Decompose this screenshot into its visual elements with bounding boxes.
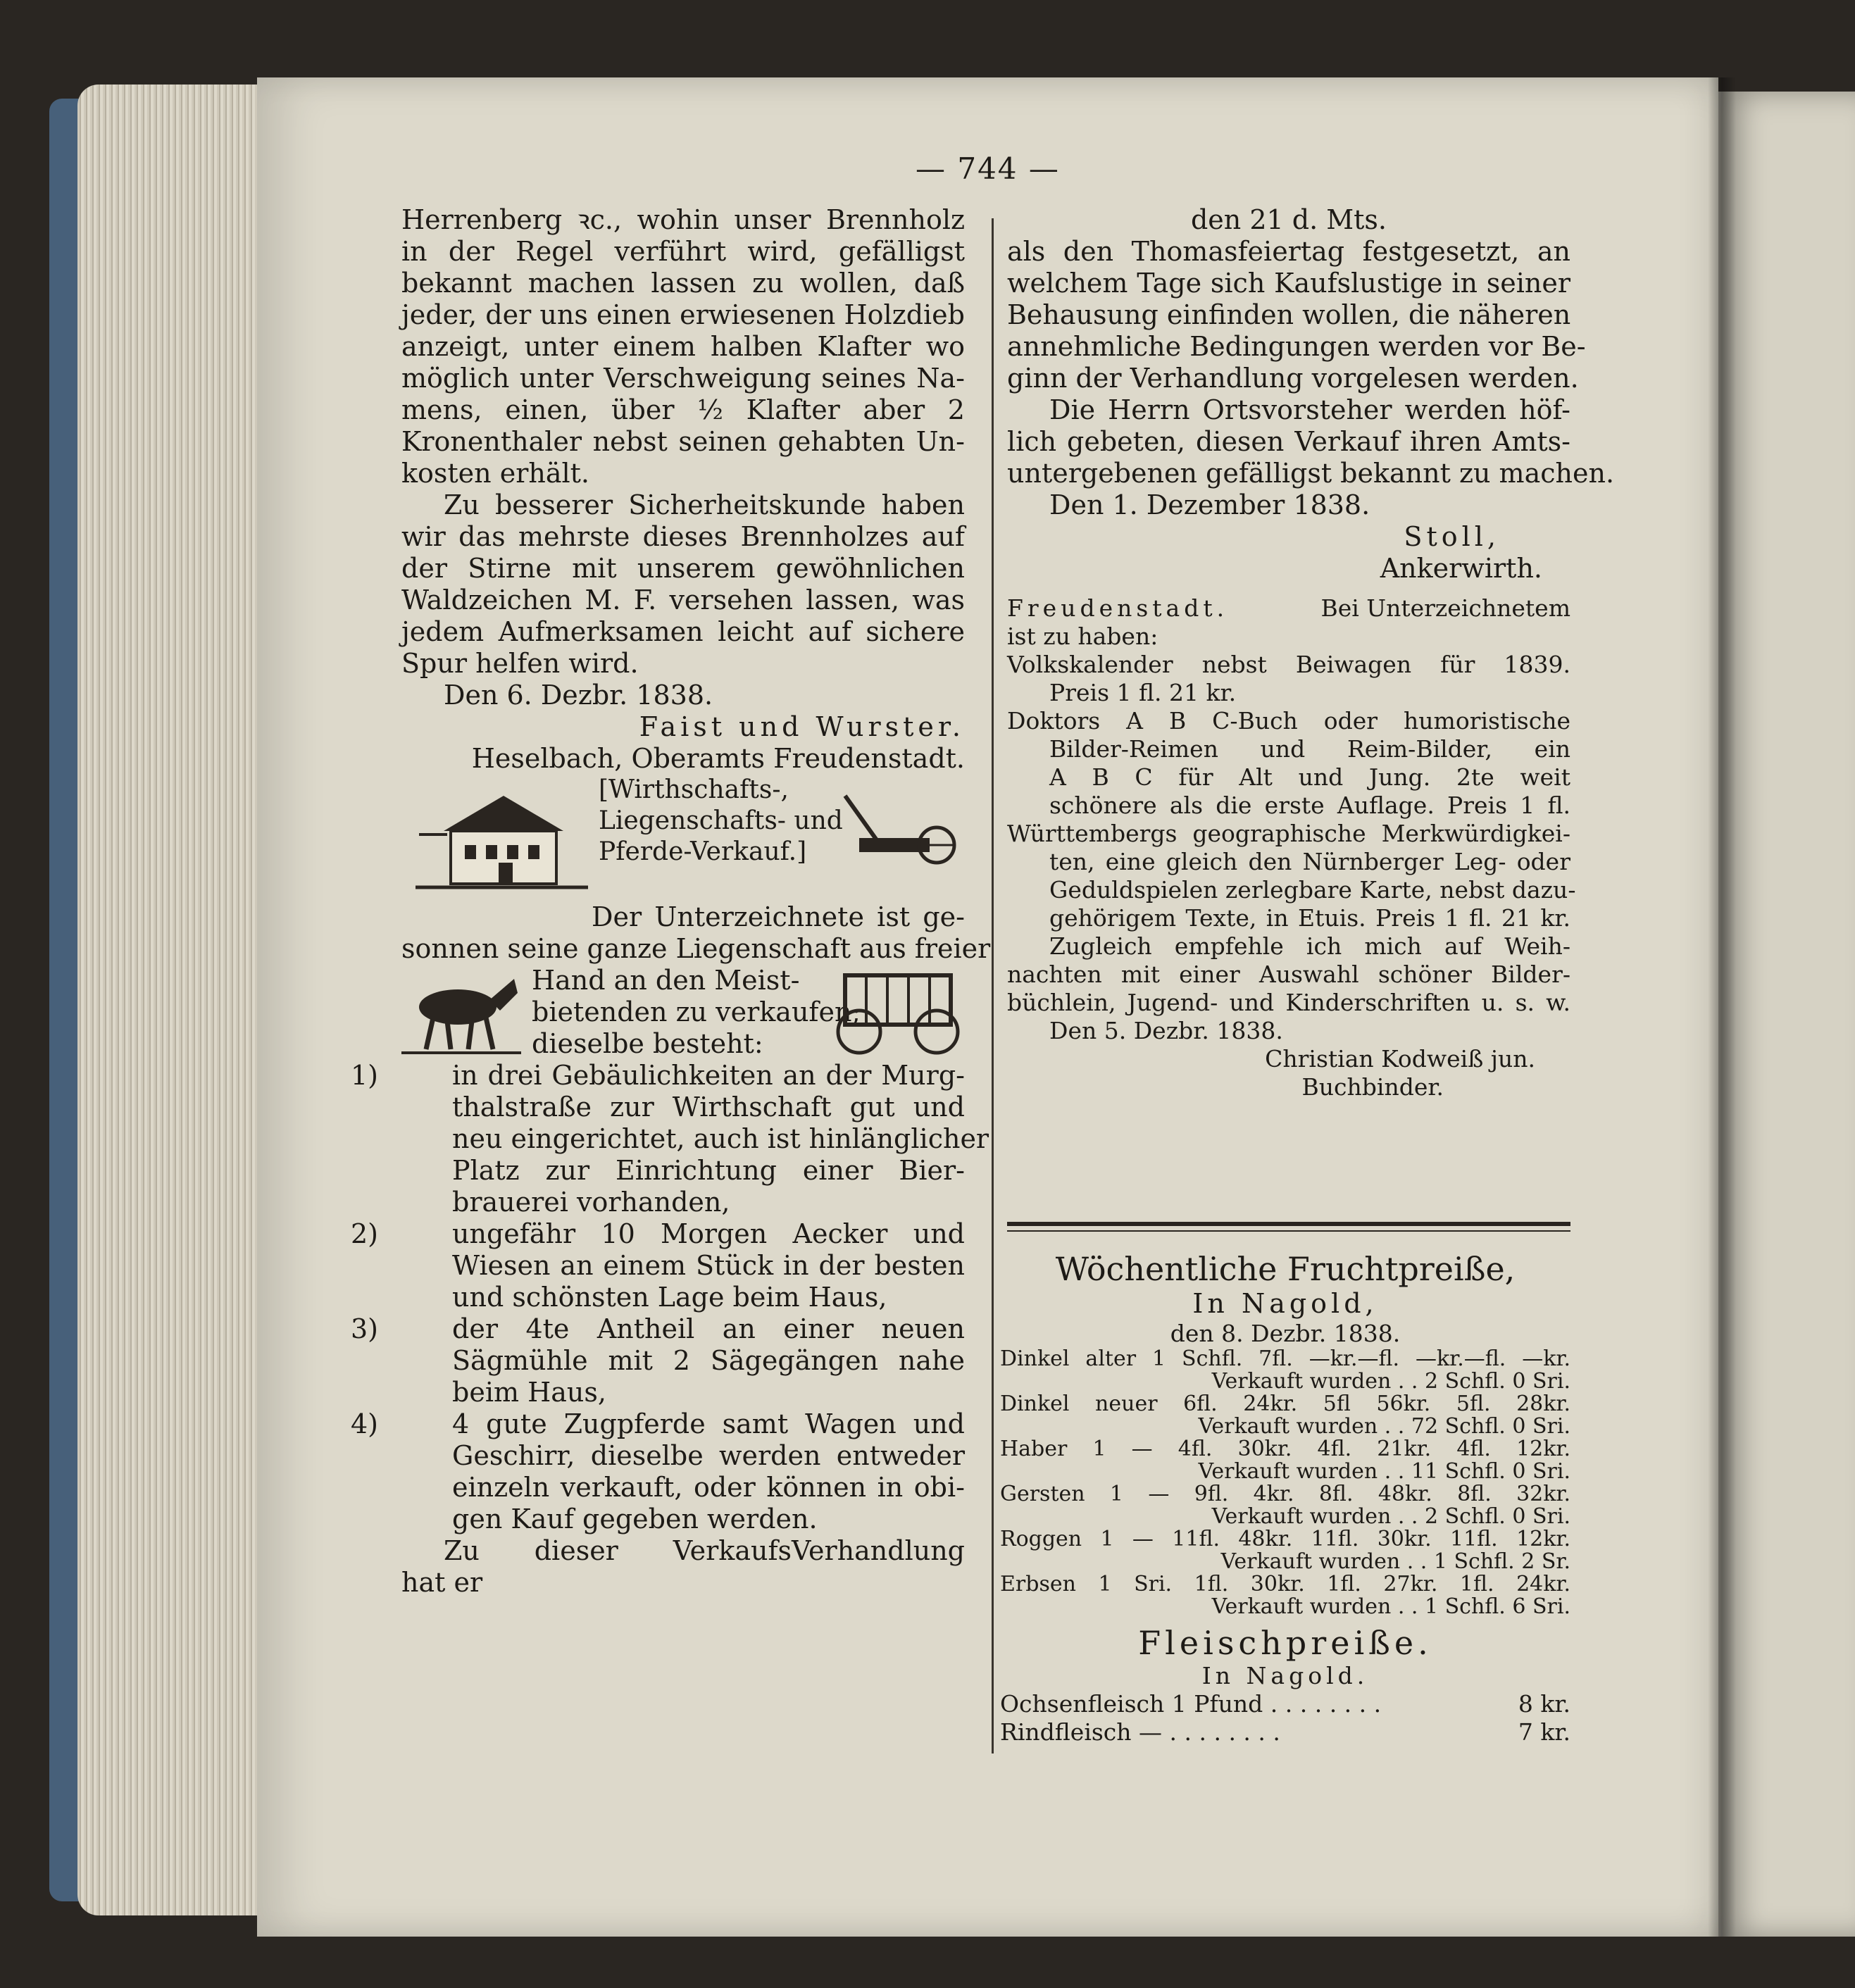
horse-woodcut-icon [401,965,521,1056]
text-line: Zugleich empfehle ich mich auf Weih- [1049,932,1570,960]
text-line: thalstraße zur Wirthschaft gut und [452,1092,965,1123]
text-line: den 21 d. Mts. [1190,204,1387,235]
text-line: hat er [401,1567,483,1598]
text-line: jeder, der uns einen erwiesenen Holzdieb [401,299,965,330]
item-number: 1) [351,1060,379,1091]
text-line: untergebenen gefälligst bekannt zu machen. [1007,458,1615,489]
text-line: neu eingerichtet, auch ist hinlänglicher [452,1123,989,1154]
list-item [351,1218,965,1313]
text-line: beim Haus, [452,1377,606,1408]
text-line: sonnen seine ganze Liegenschaft aus freier [401,933,991,964]
text-line: einzeln verkauft, oder können in obi- [452,1472,965,1503]
text-line: Behausung einfinden wollen, die näheren [1007,299,1571,330]
text-line: Doktors A B C-Buch oder humoristische [1007,707,1570,734]
date-line: Den 6. Dezbr. 1838. [444,680,713,711]
text-line: A B C für Alt und Jung. 2te weit [1049,763,1570,791]
text-line: wir das mehrste dieses Brennholzes auf [401,521,965,552]
table-row: Verkauft wurden . . 1 Schfl. 6 Sri. [1211,1594,1570,1619]
text-span: Bei Unterzeichnetem [1320,594,1570,622]
place-name: Freudenstadt. [1007,594,1229,622]
text-line: der Stirne mit unserem gewöhnlichen [401,553,965,584]
section-heading: Heselbach, Oberamts Freudenstadt. [471,743,965,774]
meat-prices-title: Fleischpreiße. [1138,1624,1432,1662]
right-column [1007,204,1615,1101]
table-row: Dinkel neuer 6fl. 24kr. 5fl 56kr. 5fl. 28kr. [1000,1392,1570,1416]
text-line [1007,594,1570,623]
table-row: Verkauft wurden . . 72 Schfl. 0 Sri. [1198,1414,1570,1439]
table-row: Verkauft wurden . . 2 Schfl. 0 Sri. [1211,1369,1570,1394]
book-advertisement [1007,594,1576,1101]
text-line: möglich unter Verschweigung seines Na- [401,363,965,394]
text-line: Kronenthaler nebst seinen gehabten Un- [401,426,965,457]
section-rule [1007,1230,1570,1232]
table-row [1000,1690,1570,1718]
text-line: Preis 1 fl. 21 kr. [1049,679,1237,706]
text-line: 1) in drei Gebäulichkeiten an der Murg- [351,1060,965,1091]
text-line: Württembergs geographische Merkwürdigkei- [1007,820,1570,847]
house-woodcut-icon [416,782,592,894]
table-row: Roggen 1 — 11fl. 48kr. 11fl. 30kr. 11fl. 12kr. [1000,1527,1570,1551]
text-line: Zu dieser VerkaufsVerhandlung [444,1535,965,1566]
date-line: Den 5. Dezbr. 1838. [1049,1017,1283,1044]
text-line: Herrenberg ꝛc., wohin unser Brennholz [401,204,965,235]
text-line: nachten mit einer Auswahl schöner Bilder- [1007,961,1570,988]
text-line: Geschirr, dieselbe werden entweder [452,1440,965,1471]
text-line: mens, einen, über ½ Klafter aber 2 [401,394,965,425]
table-row: Verkauft wurden . . 11 Schfl. 0 Sri. [1198,1459,1570,1484]
column-divider [992,218,994,1753]
text-line: Platz zur Einrichtung einer Bier- [452,1155,965,1186]
text-line: bietenden zu verkaufen; [532,996,861,1027]
text-line: Spur helfen wird. [401,648,639,679]
text-line: Waldzeichen M. F. versehen lassen, was [401,584,965,615]
text-line: ten, eine gleich den Nürnberger Leg- oder [1049,848,1570,875]
text-line: anzeigt, unter einem halben Klafter wo [401,331,965,362]
table-row: Haber 1 — 4fl. 30kr. 4fl. 21kr. 4fl. 12kr. [1000,1437,1570,1461]
text-line: in der Regel verführt wird, gefälligst [401,236,965,267]
page-number: — 744 — [916,151,1060,186]
signature: Buchbinder. [1301,1073,1444,1101]
text-line: brauerei vorhanden, [452,1187,730,1218]
text-line: Zu besserer Sicherheitskunde haben [444,489,965,520]
prices-date: den 8. Dezbr. 1838. [1170,1320,1401,1347]
text-line: büchlein, Jugend- und Kinderschriften u. s. w. [1007,989,1570,1016]
table-cell: Ochsenfleisch 1 Pfund . . . . . . . . [1000,1690,1382,1718]
table-row: Dinkel alter 1 Schfl. 7fl. —kr.—fl. —kr.—fl. —kr. [1000,1346,1570,1371]
item-list [351,1060,989,1535]
item-number: 4) [351,1408,379,1439]
signature: Ankerwirth. [1380,553,1542,584]
book-gutter [1708,77,1736,1937]
text-line: Hand an den Meist- [532,965,800,996]
table-cell: 8 kr. [1518,1690,1570,1718]
text-line: jedem Aufmerksamen leicht auf sichere [401,616,965,647]
notice-paragraph-2 [401,489,965,680]
text-line: als den Thomasfeiertag festgesetzt, an [1007,236,1570,267]
text-line: 4) 4 gute Zugpferde samt Wagen und [351,1408,965,1439]
text-line: dieselbe besteht: [532,1028,763,1059]
prices-title: Wöchentliche Fruchtpreiße, [1055,1250,1516,1288]
item-number: 3) [351,1313,379,1344]
section-rule [1007,1222,1570,1226]
meat-price-table [1000,1690,1570,1746]
text-line: Volkskalender nebst Beiwagen für 1839. [1007,651,1570,678]
text-line: Pferde-Verkauf.] [599,837,807,866]
text-line: ginn der Verhandlung vorgelesen werden. [1007,363,1579,394]
text-line: Sägmühle mit 2 Sägegängen nahe [452,1345,965,1376]
price-section [1000,1250,1570,1746]
text-line: schönere als die erste Auflage. Preis 1 fl. [1049,792,1570,819]
prices-place: In Nagold, [1192,1288,1378,1319]
wagon-woodcut-icon [824,965,965,1056]
sale-bracket [599,775,843,868]
list-item [351,1060,989,1218]
hand-text [532,965,861,1060]
text-line: und schönsten Lage beim Haus, [452,1282,887,1313]
list-item [351,1408,965,1535]
text-line: Wiesen an einem Stück in der besten [452,1250,965,1281]
table-cell: Rindfleisch — . . . . . . . . [1000,1718,1280,1746]
table-row: Erbsen 1 Sri. 1fl. 30kr. 1fl. 27kr. 1fl. 24kr. [1000,1572,1570,1596]
text-line: kosten erhält. [401,458,590,489]
grain-price-table [1000,1348,1570,1618]
text-line: 3) der 4te Antheil an einer neuen [351,1313,965,1344]
list-item [351,1313,965,1408]
text-line: Bilder-Reimen und Reim-Bilder, ein [1049,735,1570,763]
table-row: Verkauft wurden . . 1 Schfl. 2 Sr. [1220,1549,1570,1574]
signature: Faist und Wurster. [639,711,965,742]
table-row: Gersten 1 — 9fl. 4kr. 8fl. 48kr. 8fl. 32kr. [1000,1482,1570,1506]
text-line: Die Herrn Ortsvorsteher werden höf- [1049,394,1570,425]
text-line: Geduldspielen zerlegbare Karte, nebst dazu- [1049,876,1576,904]
text-line: [Wirthschafts-, [599,775,789,804]
woodcut-block-2 [401,965,965,1060]
text-line: Der Unterzeichnete ist ge- [592,901,965,932]
table-row: Verkauft wurden . . 2 Schfl. 0 Sri. [1211,1504,1570,1529]
text-line: gen Kauf gegeben werden. [452,1503,818,1534]
plough-woodcut-icon [838,789,965,873]
text-line: Liegenschafts- und [599,806,843,835]
facing-page [1718,92,1855,1937]
text-line: annehmliche Bedingungen werden vor Be- [1007,331,1586,362]
text-line: gehörigem Texte, in Etuis. Preis 1 fl. 21 kr. [1049,904,1570,932]
woodcut-block [401,775,965,901]
item-number: 2) [351,1218,379,1249]
table-cell: 7 kr. [1518,1718,1570,1746]
meat-prices-place: In Nagold. [1201,1662,1369,1689]
signature: Stoll, [1404,521,1500,552]
date-line: Den 1. Dezember 1838. [1049,489,1370,520]
page-stack-edges [77,85,268,1915]
text-line: bekannt machen lassen zu wollen, daß [401,268,965,299]
text-line: welchem Tage sich Kaufslustige in seiner [1007,268,1570,299]
signature: Christian Kodweiß jun. [1265,1045,1535,1073]
text-line: 2) ungefähr 10 Morgen Aecker und [351,1218,965,1249]
table-row [1000,1718,1570,1746]
left-column [351,204,991,1599]
text-line: lich gebeten, diesen Verkauf ihren Amts- [1007,426,1570,457]
text-line: ist zu haben: [1007,623,1158,650]
notice-paragraph-1 [401,204,965,489]
